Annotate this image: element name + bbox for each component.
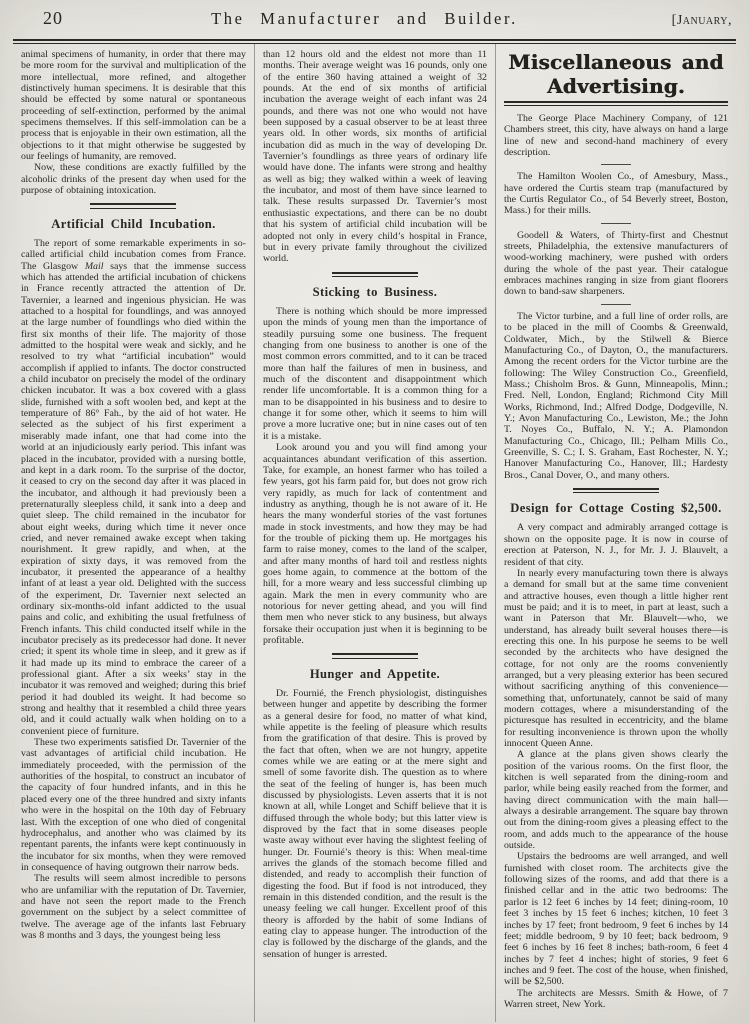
page-title: The Manufacturer and Builder. bbox=[211, 9, 518, 28]
article-heading-hunger: Hunger and Appetite. bbox=[309, 666, 441, 681]
issue-date: [January, bbox=[671, 13, 732, 28]
column-3 bbox=[495, 44, 736, 1022]
section-divider bbox=[90, 203, 176, 209]
paragraph-cottage-3: A glance at the plans given shows clearly the position of the various rooms. On the first floor, the kitchen is well separated from the dining-room and parlor, while being easily reached from the former, and having direct communication with the main hall—always a desirable arrangement. The square bay thrown out from the dining-room gives a pleasing effect to the room, and adds much to the appearance of the house outside. bbox=[503, 749, 728, 852]
article-heading-cottage: Design for Cottage Costing $2,500. bbox=[510, 501, 722, 516]
report-text-body: says that the immense success which has attended the artificial incubation of chickens in France recently attracted the attention of Dr. Tavernier, a learned and ingenious physician. He was attached to a hospital for foundlings, and was annoyed at the large number of foundlings who died within the first six months of their life. The majority of those admitted to the hospital were weak and sickly, and he resolved to try what “artificial incubation” would accomplish if applied to infants. The doctor constructed a child incubator on precisely the model of the ordinary chicken incubator. It was a box covered with a glass slide, furnished with a soft woolen bed, and kept at the temperature of 86° Fah., by the aid of hot water. He selected as the subject of his first experiment a miserably made infant, one that had come into the world at an injudiciously early period. This infant was placed in the incubator, provided with a nursing bottle, and kept in a dark room. To the surprise of the doctor, it ceased to cry on the second day after it was placed in the incubator, and although it had previously been a preternaturally sleepless child, it sank into a deep and quiet sleep. The child remained in the incubator for about eight weeks, during which time it never once cried, and never remained awake except when taking nourishment. It grew rapidly, and when, at the expiration of sixty days, it was removed from the incubator, it presented the appearance of a healthy infant of at least a year old. Delighted with the success of the experiment, Dr. Tavernier next selected an ordinary six-months-old infant addicted to the usual pains and colic, and exhibiting the usual fretfulness of French infants. This child conducted itself while in the incubator precisely as its predecessor had done. It never cried; it spent its whole time in sleep, and it grew as if it had made up its mind to embrace the career of a professional giant. After a six weeks’ stay in the incubator it was removed and weighed; during this brief period it had doubled its weight. It had become so strong and healthy that it resembled a child three years old, and it could actually walk when holding on to a convenient piece of furniture. bbox=[21, 260, 246, 737]
misc-item-hamilton-woolen: The Hamilton Woolen Co., of Amesbury, Mass., have ordered the Curtis steam trap (manufactured by the Curtis Regulator Co., of 54 Beverly street, Boston, Mass.) for their mills. bbox=[503, 171, 728, 217]
column-2 bbox=[254, 44, 495, 1022]
misc-item-george-place: The George Place Machinery Company, of 121 Chambers street, this city, have always on hand a large line of new and second-hand machinery of every description. bbox=[503, 113, 728, 159]
paragraph-temperance-continuation: animal specimens of humanity, in order that there may be more room for the survival and multiplication of the more intellectual, more refined, and altogether distinctively human specimens. It is desirable that this should be effected by some natural or spontaneous proceeding of self-extinction, performed by the animal specimens themselves. If this self-immolation can be a process that is enjoyable in their own estimation, all the objections to it that might otherwise be suggested by our feelings of humanity, are removed. bbox=[21, 49, 246, 163]
paragraph-business-2: Look around you and you will find among your acquaintances abundant verification of this assertion. Take, for example, an honest farmer who has toiled a few years, got his farm paid for, but does not grow rich very rapidly, as much for lack of contentment and industry as anything, though he is not aware of it. He hears the many wonderful stories of the vast fortunes made in stock investments, and how they may be had for the trouble of picking them up. He mortgages his farm to raise money, comes to the land of the scalper, and after many months of hard toil and restless nights goes home again, to commence at the bottom of the hill, for a more weary and less successful climbing up again. Mark the men in every community who are notorious for never getting ahead, and you will find them men who never stick to any business, but always forsake their occupation just when it is beginning to be profitable. bbox=[262, 442, 487, 646]
paragraph-cottage-4: Upstairs the bedrooms are well arranged, and well furnished with closet room. The architects give the following sizes of the rooms, and add that there is a finished cellar and in the attic two bedrooms: The parlor is 12 feet 6 inches by 14 feet; dining-room, 10 feet 3 inches by 15 feet 6 inches; kitchen, 10 feet 3 inches by 17 feet; front bedroom, 9 feet 6 inches by 14 feet; middle bedroom, 9 by 10 feet; back bedroom, 9 feet 6 inches by 16 feet 8 inches; bath-room, 6 feet 4 inches by 7 feet 4 inches; hight of stories, 9 feet 6 inches and 9 feet. The cost of the house, when finished, will be $2,500. bbox=[503, 851, 728, 988]
page-header bbox=[13, 8, 736, 36]
report-text-lead: The report of some remarkable experiments in so-called artificial child incubation comes from France. The Glasgow bbox=[21, 237, 246, 272]
section-divider bbox=[573, 488, 659, 494]
item-divider bbox=[601, 223, 631, 224]
page-number: 20 bbox=[43, 8, 63, 28]
item-divider bbox=[601, 304, 631, 305]
article-heading-business: Sticking to Business. bbox=[312, 285, 438, 300]
section-heading-miscellaneous: Miscellaneous and Advertising. bbox=[508, 50, 724, 98]
item-divider bbox=[601, 164, 631, 165]
paragraph-incubation-continuation: than 12 hours old and the eldest not more than 11 months. Their average weight was 16 pounds, only one of the entire 360 having attained a weight of 32 pounds. At the end of six months of artificial incubation the average weight of each infant was 24 pounds, and there was not one who would not have been supposed by a casual observer to be at least three years old. In other words, six months of artificial incubation did as much in the way of developing Dr. Tavernier’s foundlings as three years of ordinary life would have done. The infants were strong and healthy as well as big; they walked within a week of leaving the incubator, and most of them have since learned to talk. These results surpassed Dr. Tavernier’s most enthusiastic expectations, and there can be no doubt that his system of artificial child incubation will be adopted not only in every child’s hospital in France, but in every private family throughout the civilized world. bbox=[262, 49, 487, 265]
paragraph-incubation-results: The results will seem almost incredible to persons who are unfamiliar with the reputation of Dr. Tavernier, and have not seen the report made to the French government on the subject by a select committee of twelve. The average age of the infants last February was 8 months and 3 days, the youngest being less bbox=[21, 873, 246, 941]
glasgow-mail-italic: Mail bbox=[84, 260, 104, 272]
column-1 bbox=[13, 44, 254, 1022]
paragraph-cottage-1: A very compact and admirably arranged cottage is shown on the opposite page. It is now in course of erection at Paterson, N. J., for Mr. J. J. Blauvelt, a resident of that city. bbox=[503, 522, 728, 568]
paragraph-incubation-report bbox=[21, 238, 246, 737]
misc-item-victor-turbine: The Victor turbine, and a full line of order rolls, are to be placed in the mill of Coombs & Greenwald, Coldwater, Mich., by the Stilwell & Bierce Manufacturing Co., of Dayton, O., the manufacturers. Among the recent orders for the Victor turbine are the following: The Wiley Construction Co., Greenfield, Mass.; Chisholm Bros. & Gunn, Minneapolis, Minn.; Fred. Nell, London, England; Richmond City Mill Works, Richmond, Ind.; Alfred Dodge, Dodgeville, N. Y.; Avon Manufacturing Co., Lewiston, Me.; the John T. Noyes Co., Buffalo, N. Y.; A. Plamondon Manufacturing Co., Chicago, Ill.; Pelham Mills Co., Greenville, S. C.; I. S. Graham, East Rochester, N. Y.; Hanover Manufacturing Co., Hanover, Ill.; Hardesty Bros., Canal Dover, O., and many others. bbox=[503, 310, 728, 481]
content-columns bbox=[13, 44, 736, 1022]
paragraph-cottage-architects: The architects are Messrs. Smith & Howe, of 7 Warren street, New York. bbox=[503, 987, 728, 1010]
paragraph-temperance-conclusion: Now, these conditions are exactly fulfilled by the alcoholic drinks of the present day when used for the purpose of obtaining intoxication. bbox=[21, 162, 246, 197]
paragraph-cottage-2: In nearly every manufacturing town there is always a demand for small but at the same time convenient and attractive houses, even though a little higher rent must be paid; and it is to meet, in part at least, such a want in Paterson that Mr. Blauvelt—who, we understand, has already built several houses there—is erecting this one. In his purpose he seems to be well seconded by the architects who have designed the cottage, for not only are the rooms conveniently arranged, but a very pleasing exterior has been secured without sacrificing anything of this convenience—something that, unfortunately, cannot be said of many modern cottages, where a misunderstanding of the picturesque has resulted in eccentricity, and the blame for resulting inconvenience is thrown upon the wholly innocent Queen Anne. bbox=[503, 567, 728, 749]
section-divider bbox=[332, 272, 418, 278]
paragraph-incubation-experiments: These two experiments satisfied Dr. Tavernier of the vast advantages of artificial child incubation. He immediately proceeded, with the permission of the authorities of the hospital, to construct an incubator of the capacity of four hundred infants, and in this he placed every one of the three hundred and sixty infants who were in the hospital on the 10th day of February last. With the exception of one who died of congenital hydrocephalus, and another who was claimed by its repentant parents, the infants were kept continuously in the incubator for six months, when they were removed in consequence of having outgrown their narrow beds. bbox=[21, 737, 246, 873]
misc-item-goodell-waters: Goodell & Waters, of Thirty-first and Chestnut streets, Philadelphia, the extensive manufacturers of wood-working machinery, were pushed with orders during the whole of the past year. Their catalogue embraces machines ranging in size from giant floorers down to band-saw sharpeners. bbox=[503, 229, 728, 298]
section-divider bbox=[332, 653, 418, 659]
paragraph-business-1: There is nothing which should be more impressed upon the minds of young men than the importance of steadily pursuing some one business. The frequent changing from one business to another is one of the most common errors committed, and to it can be traced more than half the failures of men in business, and much of the discontent and disappointment which render life uncomfortable. It is a common thing for a man to be disappointed in his business and to desire to change it for some other, which it seems to him will prove a more lucrative one; but in nine cases out of ten it is a mistake. bbox=[262, 306, 487, 442]
miscellaneous-heading-rule bbox=[504, 101, 728, 106]
article-heading-incubation: Artificial Child Incubation. bbox=[51, 216, 216, 231]
paragraph-hunger: Dr. Fournié, the French physiologist, distinguishes between hunger and appetite by describing the former as a general desire for food, no matter of what kind, while appetite is the feeling of pleasure which results from the gratification of that desire. This is proved by the fact that often, when we are not hungry, appetite comes while we are eating or at the mere sight and smell of some favorite dish. The question as to where the seat of the feeling of hunger is, has been much discussed by physiologists. Leven asserts that it is not known at all, while Longet and Schiff believe that it is diffused through the whole body; but this latter view is disproved by the fact that in some diseases people waste away without ever having the slightest feeling of hunger. Dr. Fournié’s theory is this: When meal-time arrives the glands of the stomach become filled and distended, and ready to accomplish their function of digesting the food. But if food is not introduced, they remain in this distended condition, and the result is the uneasy feeling we call hunger. Excellent proof of this theory is afforded by the habit of some Indians of eating clay to appease hunger. The introduction of the clay is followed by the discharge of the glands, and the sensation of hunger is arrested. bbox=[262, 687, 487, 960]
